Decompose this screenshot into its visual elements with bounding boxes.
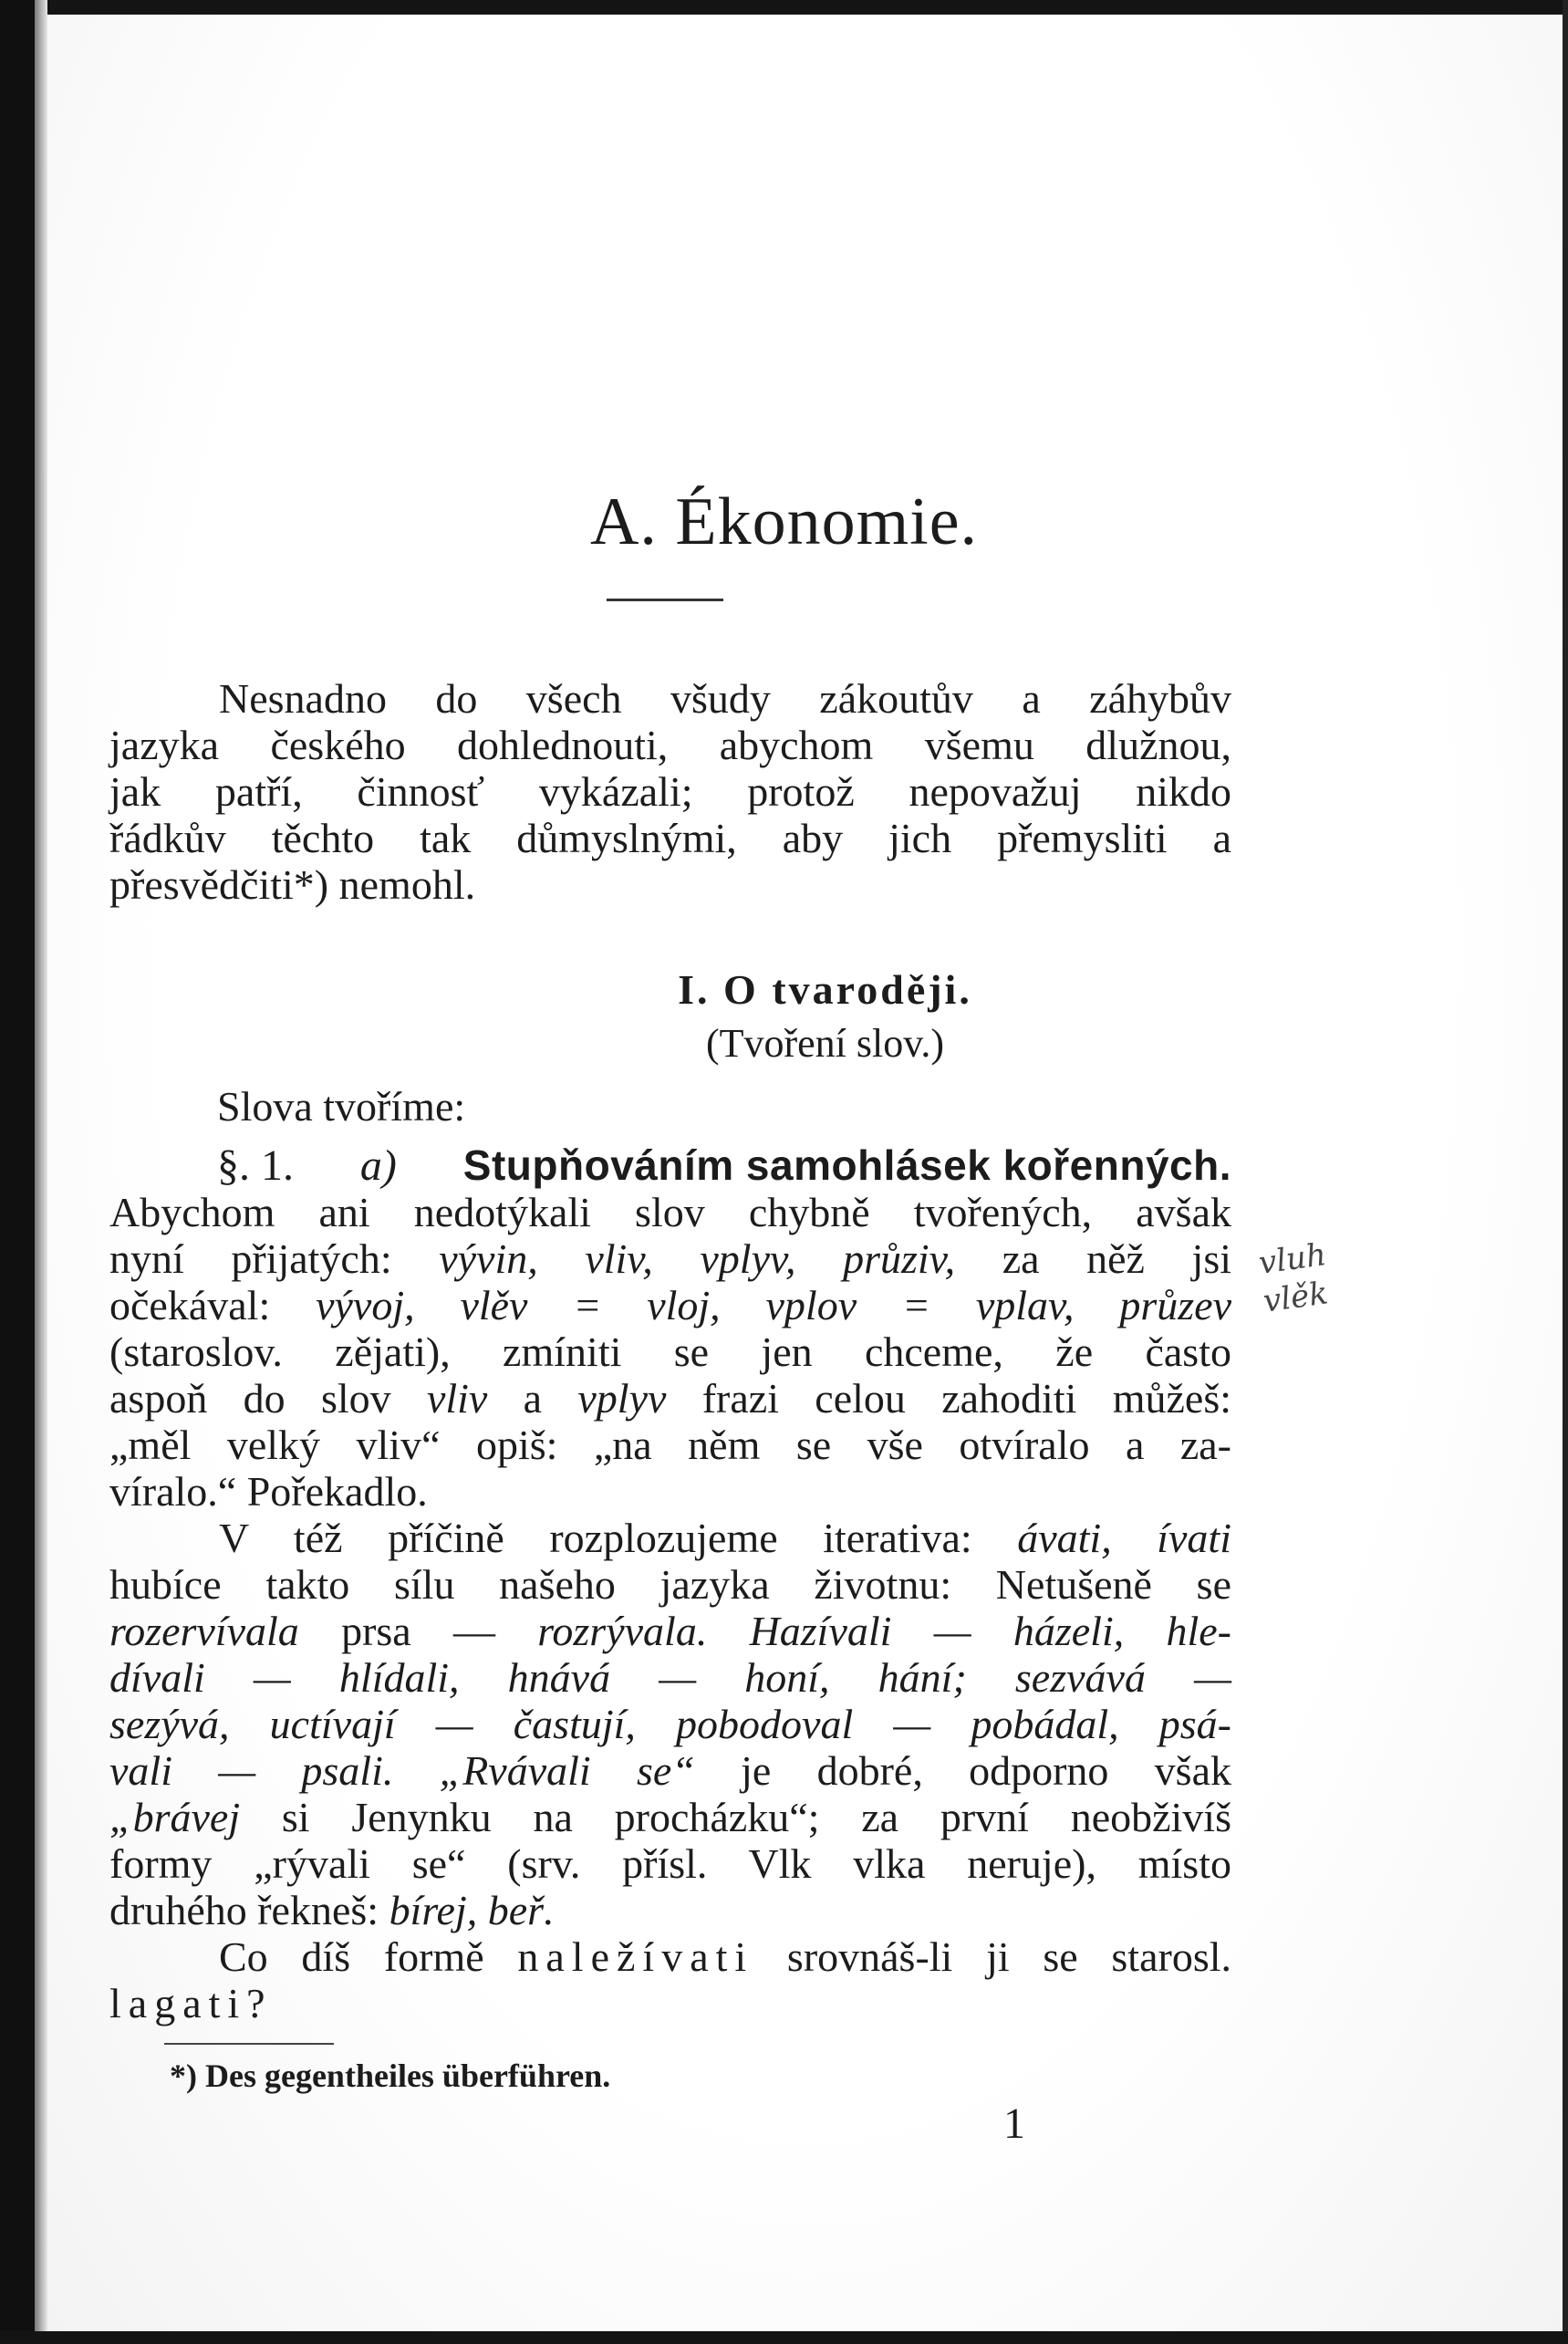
body-line: „brávej si Jenynku na procházku“; za první neobživíš [109, 1794, 1231, 1840]
body-line: očekával: vývoj, vlěv = vloj, vplov = vplav, průzev [109, 1282, 1232, 1328]
slova-line: Slova tvoříme: [217, 1083, 466, 1130]
intro-line: Nesnadno do všech všudy zákoutův a záhybův [219, 675, 1231, 722]
intro-line: jak patří, činnosť vykázali; protož nepovažuj nikdo [109, 768, 1231, 815]
title-divider [607, 599, 723, 601]
body-line: druhého řekneš: bírej, beř. [109, 1887, 555, 1933]
intro-paragraph [109, 675, 1231, 908]
book-gutter [35, 0, 47, 2344]
body-line: lagati? [109, 1980, 273, 2026]
scan-border-left [0, 0, 35, 2344]
page-number: 1 [1003, 2099, 1025, 2148]
intro-line: řádkův těchto tak důmyslnými, aby jich přemysliti a [109, 815, 1231, 861]
body-line: Co díš formě naležívati srovnáš-li ji se starosl. [219, 1933, 1231, 1980]
footnote: *) Des gegentheiles überführen. [170, 2058, 611, 2094]
paragraph-title: Stupňováním samohlásek kořenných. [462, 1141, 1231, 1189]
body-line: (staroslov. zějati), zmíniti se jen chceme, že často [109, 1328, 1231, 1375]
body-line: rozervívala prsa — rozrývala. Hazívali — házeli, hle- [109, 1608, 1231, 1654]
body-line: nyní přijatých: vývin, vliv, vplyv, průziv, za něž jsi [109, 1235, 1232, 1282]
scan-border-right [1563, 0, 1568, 2344]
body-line: hubíce takto sílu našeho jazyka životnu: Netušeně se [109, 1561, 1231, 1608]
page-title: A. Ékonomie. [589, 484, 979, 559]
paragraph-number: §. 1. [217, 1141, 294, 1190]
body-line: „měl velký vliv“ opiš: „na něm se vše otvíralo a za- [109, 1422, 1231, 1468]
intro-line: přesvědčiti*) nemohl. [109, 861, 476, 908]
body-line: vali — psali. „Rvávali se“ je dobré, odporno však [109, 1747, 1231, 1794]
body-line: dívali — hlídali, hnává — honí, hání; sezvává — [109, 1654, 1231, 1701]
paragraph-label: a) [359, 1141, 397, 1190]
body-line: víralo.“ Pořekadlo. [109, 1468, 428, 1515]
section-heading: I. O tvaroději. [678, 966, 972, 1013]
scan-border-top [0, 0, 1568, 15]
body-line: formy „rývali se“ (srv. přísl. Vlk vlka neruje), místo [109, 1840, 1231, 1887]
handwritten-margin-note: vlěk [1261, 1275, 1331, 1320]
section-subheading: (Tvoření slov.) [705, 1021, 945, 1066]
handwritten-margin-note: vluh [1256, 1236, 1329, 1282]
body-line: V též příčině rozplozujeme iterativa: ávati, ívati [219, 1515, 1231, 1561]
scan-border-bottom [0, 2331, 1568, 2344]
intro-line: jazyka českého dohlednouti, abychom všemu dlužnou, [109, 722, 1231, 768]
body-line: aspoň do slov vliv a vplyv frazi celou zahoditi můžeš: [109, 1375, 1232, 1422]
paragraph-heading [217, 1141, 1231, 1191]
footnote-divider [164, 2043, 334, 2045]
body-paragraph [109, 1189, 1231, 2026]
body-line: sezývá, uctívají — častují, pobodoval — pobádal, psá- [109, 1701, 1231, 1747]
body-line: Abychom ani nedotýkali slov chybně tvořených, avšak [109, 1189, 1231, 1235]
